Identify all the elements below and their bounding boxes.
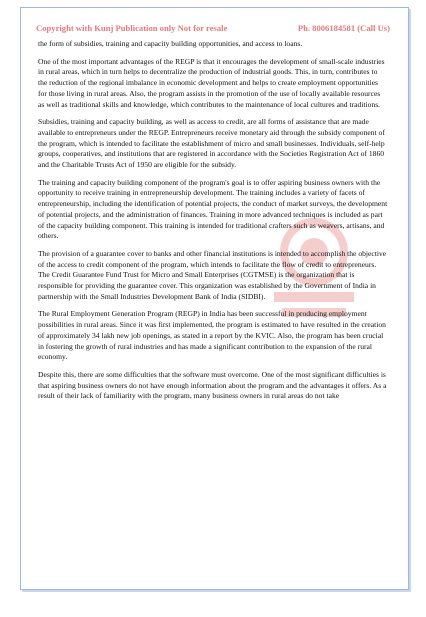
copyright-notice: Copyright with Kunj Publication only Not for resale (36, 23, 228, 33)
paragraph: The provision of a guarantee cover to banks and other financial institutions is intended to accomplish the objective of the access to credit component of the program, which intends to facilitate the flow of credit to entrepreneurs. The Credit Guarantee Fund Trust for Micro and Small Enterprises (CGTMSE) is the organization that is responsible for providing the guarantee cover. This organization was established by the Government of India in partnership with the Small Industries Development Bank of India (SIDBI). (38, 248, 387, 301)
paragraph: One of the most important advantages of the REGP is that it encourages the development of small-scale industries in rural areas, which in turn helps to decentralize the production of industrial goods. This, in turn, contributes to the reduction of the regional imbalance in economic development and helps to create employment opportunities for those living in rural areas. Also, the program assists in the promotion of the use of locally available resources as well as traditional skills and knowledge, which contributes to the maintenance of local cultures and traditions. (38, 56, 385, 109)
paragraph: the form of subsidies, training and capacity building opportunities, and access to loans. (38, 39, 303, 48)
contact-phone: Ph. 8006184581 (Call Us) (297, 23, 390, 33)
page-header (36, 23, 396, 33)
paragraph: The Rural Employment Generation Program (REGP) in India has been successful in producing employment possibilities in rural areas. Since it was first implemented, the program is estimated to have resulted in the creation of approximately 34 lakh new job openings, as stated in a report by the KVIC. Also, the program has been crucial in fostering the growth of rural industries and has made a significant contribution to the expansion of the rural economy. (38, 309, 386, 362)
body-text (38, 39, 388, 409)
paragraph: Subsidies, training and capacity building, as well as access to credit, are all forms of assistance that are made available to entrepreneurs under the REGP. Entrepreneurs receive monetary aid through the subsidy component of the program, which is intended to facilitate the establishment of micro and small businesses. Individuals, self-help groups, cooperatives, and institutions that are registered in accordance with the Societies Registration Act of 1860 and the Charitable Trusts Act of 1950 are eligible for the subsidy. (38, 117, 385, 170)
paragraph: The training and capacity building component of the program's goal is to offer aspiring business owners with the opportunity to receive training in entrepreneurship development. The training includes a variety of facets of entrepreneurship, including the identification of potential projects, the conduct of market surveys, the development of potential projects, and the administration of finances. Training in more advanced techniques is included as part of the capacity building component. This training is intended for traditional crafters such as weavers, artisans, and others. (38, 177, 388, 241)
paragraph: Despite this, there are some difficulties that the software must overcome. One of the most significant difficulties is that aspiring business owners do not have enough information about the program and the advantages it offers. As a result of their lack of familiarity with the program, many business owners in rural areas do not take (38, 369, 387, 401)
